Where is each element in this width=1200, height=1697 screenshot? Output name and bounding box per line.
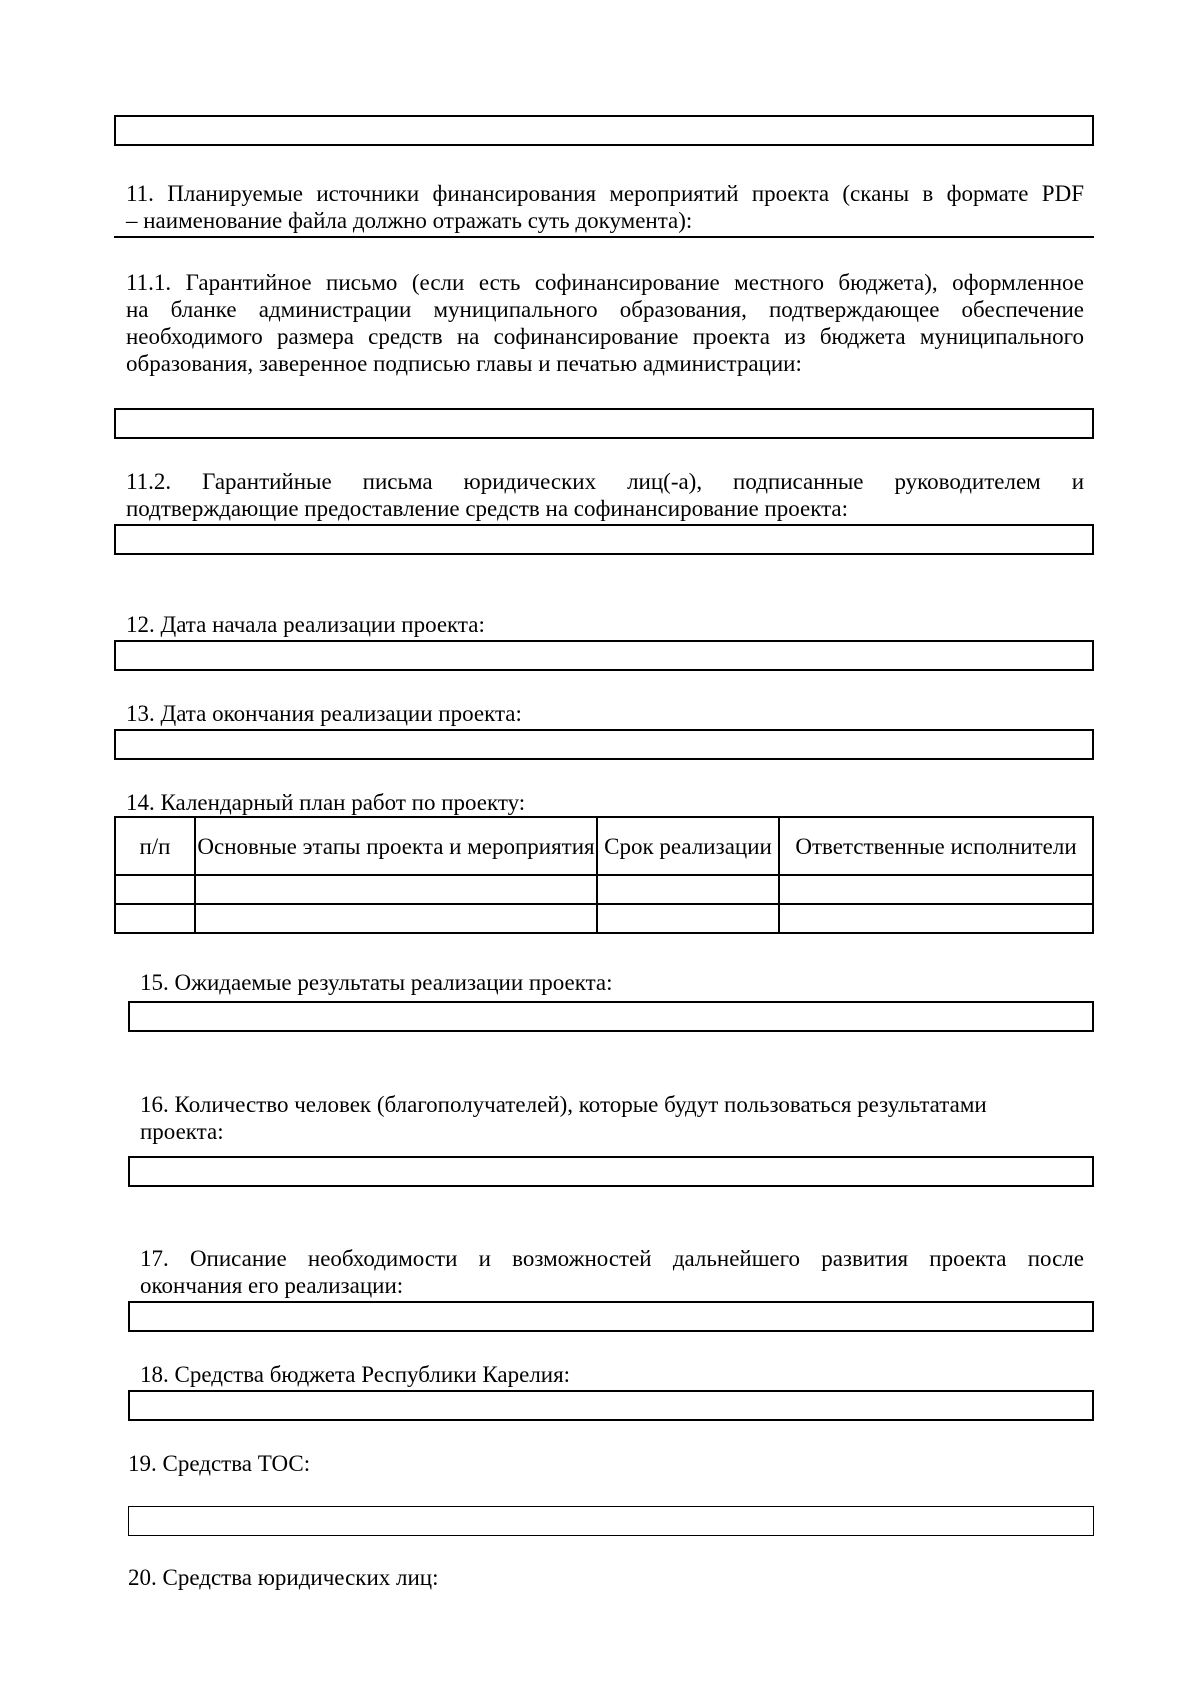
section-16-line1: 16. Количество человек (благополучателей), которые будут пользоваться результатами (140, 1092, 987, 1117)
section-11-1-line3: необходимого размера средств на софинансирование проекта из бюджета муниципального (126, 324, 1084, 349)
header-number: п/п (115, 817, 195, 875)
section-17-line2: окончания его реализации: (140, 1273, 404, 1298)
section-16-line2: проекта: (140, 1119, 224, 1144)
table-cell[interactable] (597, 875, 779, 904)
table-cell[interactable] (115, 904, 195, 933)
field-11-1[interactable] (114, 408, 1094, 439)
header-responsible: Ответственные исполнители (779, 817, 1093, 875)
header-term: Срок реализации (597, 817, 779, 875)
section-13-label: 13. Дата окончания реализации проекта: (126, 701, 522, 726)
field-start-date[interactable] (114, 640, 1094, 671)
table-cell[interactable] (779, 875, 1093, 904)
field-tos-funds[interactable] (128, 1506, 1094, 1536)
table-cell[interactable] (195, 904, 597, 933)
header-stages: Основные этапы проекта и мероприятия (195, 817, 597, 875)
field-development[interactable] (128, 1301, 1094, 1332)
calendar-plan-table (114, 816, 1094, 934)
field-11-2[interactable] (114, 524, 1094, 555)
field-beneficiaries[interactable] (128, 1156, 1094, 1187)
field-expected-results[interactable] (128, 1001, 1094, 1032)
table-header-row (115, 817, 1093, 875)
section-11-1-line1: 11.1. Гарантийное письмо (если есть софинансирование местного бюджета), оформленное (126, 270, 1084, 295)
table-row (115, 875, 1093, 904)
section-11-1-line2: на бланке администрации муниципального образования, подтверждающее обеспечение (126, 297, 1084, 322)
section-11-title-line1: 11. Планируемые источники финансирования мероприятий проекта (сканы в формате PDF (126, 181, 1084, 206)
table-cell[interactable] (195, 875, 597, 904)
section-11-2-line1: 11.2. Гарантийные письма юридических лиц(-а), подписанные руководителем и (126, 469, 1084, 494)
table-cell[interactable] (115, 875, 195, 904)
section-12-label: 12. Дата начала реализации проекта: (126, 612, 485, 637)
field-previous[interactable] (114, 115, 1094, 146)
section-14-label: 14. Календарный план работ по проекту: (126, 790, 526, 815)
section-19-label: 19. Средства ТОС: (128, 1451, 311, 1476)
section-11-1-line4: образования, заверенное подписью главы и печатью администрации: (126, 351, 802, 376)
table-row (115, 904, 1093, 933)
section-20-label: 20. Средства юридических лиц: (128, 1565, 439, 1590)
section-15-label: 15. Ожидаемые результаты реализации проекта: (140, 970, 613, 995)
section-18-label: 18. Средства бюджета Республики Карелия: (140, 1362, 571, 1387)
section-11-2-line2: подтверждающие предоставление средств на софинансирование проекта: (126, 496, 849, 521)
section-11-title-line2: – наименование файла должно отражать суть документа): (126, 208, 693, 233)
table-cell[interactable] (779, 904, 1093, 933)
section-11-divider (114, 236, 1094, 238)
table-cell[interactable] (597, 904, 779, 933)
section-17-line1: 17. Описание необходимости и возможностей дальнейшего развития проекта после (140, 1246, 1084, 1271)
field-republic-budget[interactable] (128, 1390, 1094, 1421)
field-end-date[interactable] (114, 729, 1094, 760)
